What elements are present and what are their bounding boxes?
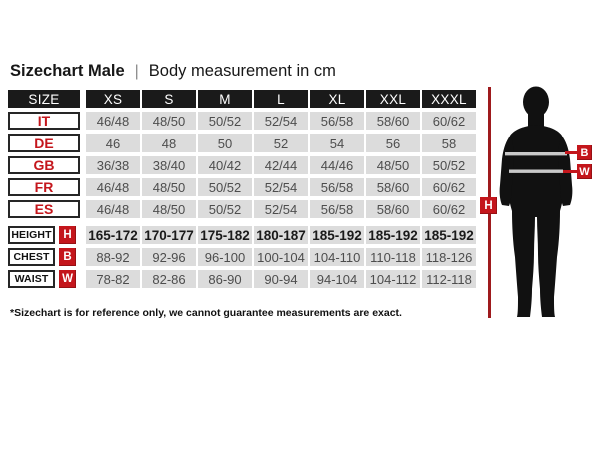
- table-cell: 58: [422, 134, 476, 152]
- table-cell: 46: [86, 134, 140, 152]
- footnote: *Sizechart is for reference only, we cannot guarantee measurements are exact.: [10, 307, 402, 319]
- table-cell: 165-172: [86, 226, 140, 244]
- column-header-size: SIZE: [8, 90, 80, 108]
- table-cell: 82-86: [142, 270, 196, 288]
- table-cell: 104-110: [310, 248, 364, 266]
- row-label-group-chest: [8, 248, 84, 266]
- table-cell: 52/54: [254, 178, 308, 196]
- table-cell: 78-82: [86, 270, 140, 288]
- waist-row-badge: W: [59, 270, 76, 288]
- table-cell: 94-104: [310, 270, 364, 288]
- waist-badge: W: [577, 164, 592, 179]
- column-header: XS: [86, 90, 140, 108]
- measurement-table: [8, 226, 476, 288]
- row-label-chest: CHEST: [8, 248, 55, 266]
- table-cell: 56/58: [310, 200, 364, 218]
- row-label-fr: FR: [8, 178, 80, 196]
- table-cell: 185-192: [366, 226, 420, 244]
- chest-measure-band: [505, 152, 567, 155]
- table-cell: 170-177: [142, 226, 196, 244]
- height-row-badge: H: [59, 226, 76, 244]
- row-label-de: DE: [8, 134, 80, 152]
- table-cell: 48/50: [142, 200, 196, 218]
- column-header: L: [254, 90, 308, 108]
- table-cell: 180-187: [254, 226, 308, 244]
- row-label-it: IT: [8, 112, 80, 130]
- silhouette-neck: [528, 113, 544, 127]
- page-title: [10, 62, 336, 81]
- title-separator: |: [134, 63, 139, 80]
- row-label-height: HEIGHT: [8, 226, 55, 244]
- column-header: XL: [310, 90, 364, 108]
- table-cell: 48/50: [366, 156, 420, 174]
- table-cell: 56/58: [310, 178, 364, 196]
- table-cell: 52: [254, 134, 308, 152]
- table-cell: 40/42: [198, 156, 252, 174]
- table-cell: 54: [310, 134, 364, 152]
- row-label-es: ES: [8, 200, 80, 218]
- table-cell: 60/62: [422, 178, 476, 196]
- table-cell: 50/52: [198, 112, 252, 130]
- row-label-group-height: [8, 226, 84, 244]
- title-subtitle: Body measurement in cm: [148, 62, 336, 80]
- table-cell: 58/60: [366, 178, 420, 196]
- column-header: M: [198, 90, 252, 108]
- table-cell: 52/54: [254, 200, 308, 218]
- table-cell: 46/48: [86, 112, 140, 130]
- chest-badge: B: [577, 145, 592, 160]
- table-cell: 46/48: [86, 178, 140, 196]
- table-cell: 92-96: [142, 248, 196, 266]
- table-cell: 44/46: [310, 156, 364, 174]
- table-cell: 58/60: [366, 112, 420, 130]
- silhouette-head: [523, 87, 549, 118]
- waist-connector-line: [563, 170, 577, 173]
- table-cell: 42/44: [254, 156, 308, 174]
- title-main: Sizechart Male: [10, 62, 125, 80]
- table-cell: 56: [366, 134, 420, 152]
- table-cell: 60/62: [422, 112, 476, 130]
- table-cell: 60/62: [422, 200, 476, 218]
- row-label-group-waist: [8, 270, 84, 288]
- waist-measure-band: [509, 170, 563, 173]
- table-cell: 50: [198, 134, 252, 152]
- male-silhouette: [499, 85, 591, 323]
- table-cell: 112-118: [422, 270, 476, 288]
- table-cell: 104-112: [366, 270, 420, 288]
- table-cell: 88-92: [86, 248, 140, 266]
- table-cell: 96-100: [198, 248, 252, 266]
- table-cell: 50/52: [198, 178, 252, 196]
- table-cell: 58/60: [366, 200, 420, 218]
- table-cell: 110-118: [366, 248, 420, 266]
- table-cell: 100-104: [254, 248, 308, 266]
- chest-row-badge: B: [59, 248, 76, 266]
- column-header: S: [142, 90, 196, 108]
- column-header: XXXL: [422, 90, 476, 108]
- table-cell: 46/48: [86, 200, 140, 218]
- chest-connector-line: [565, 151, 577, 154]
- table-cell: 48: [142, 134, 196, 152]
- table-cell: 48/50: [142, 178, 196, 196]
- table-cell: 175-182: [198, 226, 252, 244]
- column-header: XXL: [366, 90, 420, 108]
- table-cell: 118-126: [422, 248, 476, 266]
- height-badge: H: [480, 197, 497, 214]
- table-cell: 48/50: [142, 112, 196, 130]
- table-cell: 50/52: [422, 156, 476, 174]
- table-cell: 56/58: [310, 112, 364, 130]
- table-cell: 86-90: [198, 270, 252, 288]
- table-cell: 185-192: [310, 226, 364, 244]
- size-table: [8, 90, 476, 218]
- table-cell: 90-94: [254, 270, 308, 288]
- table-cell: 36/38: [86, 156, 140, 174]
- row-label-gb: GB: [8, 156, 80, 174]
- table-cell: 38/40: [142, 156, 196, 174]
- table-cell: 185-192: [422, 226, 476, 244]
- table-cell: 50/52: [198, 200, 252, 218]
- row-label-waist: WAIST: [8, 270, 55, 288]
- table-cell: 52/54: [254, 112, 308, 130]
